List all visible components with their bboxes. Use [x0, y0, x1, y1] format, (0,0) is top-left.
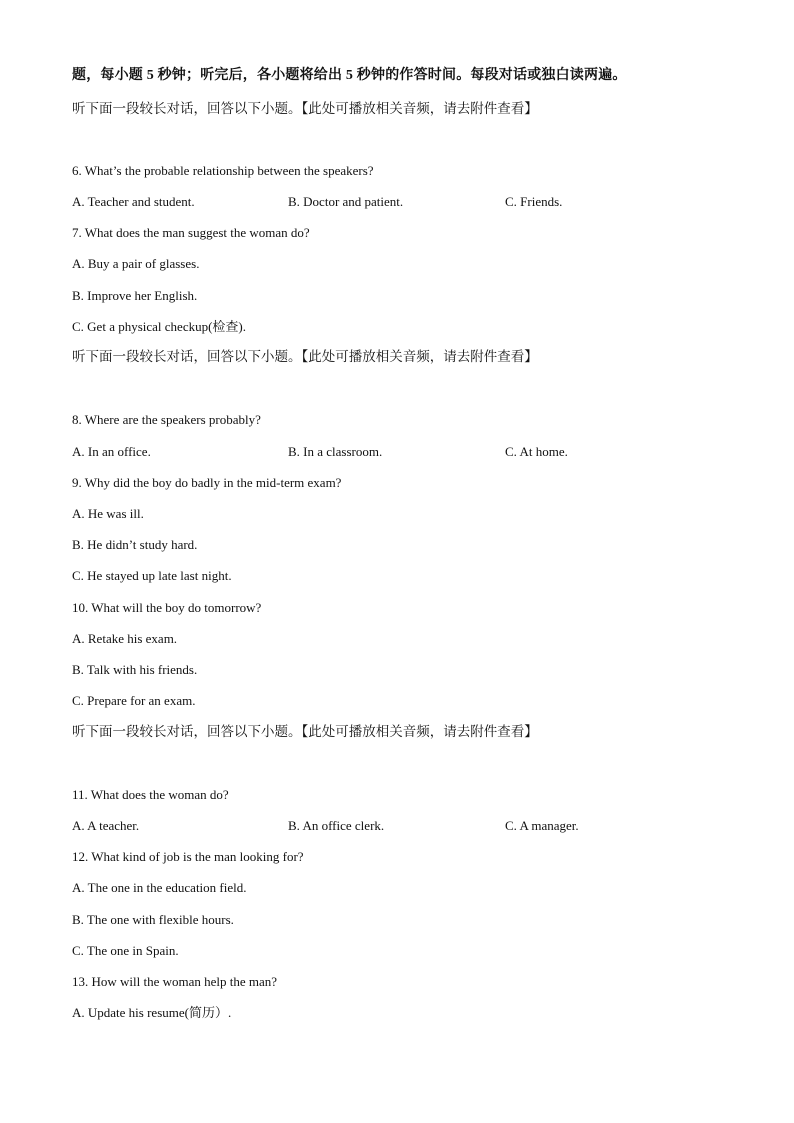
section-instruction-2: 听下面一段较长对话，回答以下小题。【此处可播放相关音频，请去附件查看】 — [72, 349, 538, 364]
section-instruction-1: 听下面一段较长对话，回答以下小题。【此处可播放相关音频，请去附件查看】 — [72, 101, 538, 116]
question-13-option-a: A. Update his resume(简历）. — [72, 1005, 232, 1020]
question-7-option-c: C. Get a physical checkup(检查). — [72, 319, 247, 334]
option-c: C. At home. — [505, 444, 568, 459]
question-11-options — [72, 818, 732, 834]
question-7-option-a: A. Buy a pair of glasses. — [72, 256, 200, 271]
option-c: C. Friends. — [505, 194, 563, 209]
option-c: C. A manager. — [505, 818, 579, 833]
question-6-options — [72, 194, 732, 210]
question-7-option-b: B. Improve her English. — [72, 288, 198, 303]
option-a: A. In an office. — [72, 444, 151, 459]
question-12-option-a: A. The one in the education field. — [72, 880, 247, 895]
section-instruction-3: 听下面一段较长对话，回答以下小题。【此处可播放相关音频，请去附件查看】 — [72, 724, 538, 739]
question-10-option-a: A. Retake his exam. — [72, 631, 178, 646]
instruction-intro: 题，每小题 5 秒钟；听完后，各小题将给出 5 秒钟的作答时间。每段对话或独白读两遍。 — [72, 68, 627, 83]
option-b: B. Doctor and patient. — [288, 194, 404, 209]
question-9-option-b: B. He didn’t study hard. — [72, 537, 198, 552]
question-9-option-c: C. He stayed up late last night. — [72, 568, 232, 583]
question-8-stem: 8. Where are the speakers probably? — [72, 412, 261, 427]
question-10-stem: 10. What will the boy do tomorrow? — [72, 600, 262, 615]
question-10-option-c: C. Prepare for an exam. — [72, 693, 196, 708]
question-6-stem: 6. What’s the probable relationship between the speakers? — [72, 163, 374, 178]
option-a: A. A teacher. — [72, 818, 140, 833]
option-b: B. An office clerk. — [288, 818, 385, 833]
question-12-option-c: C. The one in Spain. — [72, 943, 179, 958]
question-12-option-b: B. The one with flexible hours. — [72, 912, 234, 927]
question-8-options — [72, 444, 732, 460]
option-b: B. In a classroom. — [288, 444, 383, 459]
question-10-option-b: B. Talk with his friends. — [72, 662, 198, 677]
question-9-option-a: A. He was ill. — [72, 506, 144, 521]
question-13-stem: 13. How will the woman help the man? — [72, 974, 278, 989]
question-9-stem: 9. Why did the boy do badly in the mid-term exam? — [72, 475, 342, 490]
option-a: A. Teacher and student. — [72, 194, 195, 209]
question-11-stem: 11. What does the woman do? — [72, 787, 229, 802]
question-12-stem: 12. What kind of job is the man looking for? — [72, 849, 304, 864]
question-7-stem: 7. What does the man suggest the woman do? — [72, 225, 310, 240]
